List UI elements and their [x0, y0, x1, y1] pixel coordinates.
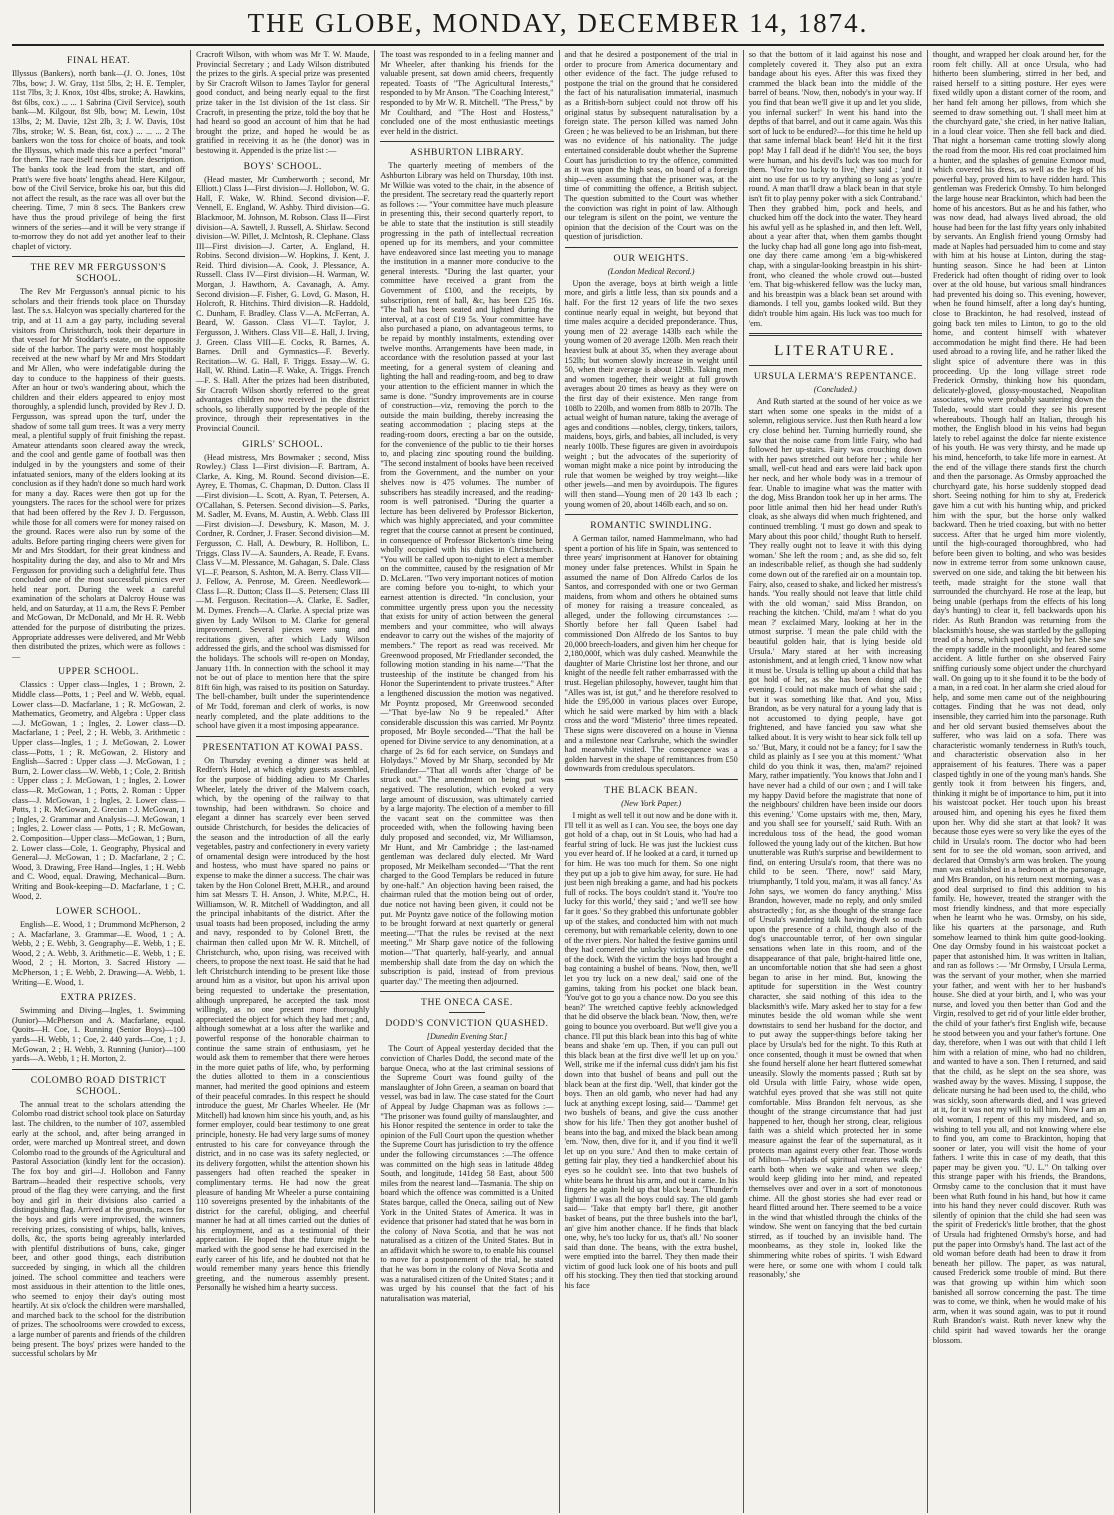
- double-rule: [749, 333, 922, 336]
- ashburton-text: The quarterly meeting of members of the Ashburton Library was held on Thursday, 10th inst. Mr Wilkie was voted to the chair, in the absence of the president. The secretary read the quarterly report as follows :— "Your committee have much pleasure in presenting this, their second quarterly report, to be able to state that the institution is still steadily progressing in the path of intellectual recreation opened up for its members, and your committee have endeavored since last meeting you to manage the institution in a manner more conducive to the general interests. "During the last quarter, your committee have received a grant from the Government of £100, and the receipts, by subscription, rent of hall, &c, has been £25 16s. "The hall has been seated and lighted during the interval, at a cost of £19 5s. Your committee have also purchased a piano, on advantageous terms, to be repaid by monthly instalments, extending over twelve months. Arrangements have been made, in accordance with the resolution passed at your last meeting, for a general system of cleaning and lighting the hall and reading-room, and beg to draw your attention to the efficient manner in which the same is done. "Sundry improvements are in course of construction—viz, removing the porch to the outside the main building, thereby increasing the seating accommodation ; placing steps at the reading-room doors, erecting a bar on the outside, for the convenience of the public to tie their horses to, and placing zinc spouting round the building. "The second instalment of books have been received from the Government, and the number on your shelves now is 475 volumes. The number of subscribers has steadily increased, and the reading-room is well patronised. "During the quarter a lecture has been delivered by Professor Bickerton, which was highly appreciated, and your committee regret that the course cannot at present be continued, in consequence of Professor Bickerton's time being wholly occupied with his duties in Christchurch. "You will be called upon to-night to elect a member on the committee, caused by the resignation of Mr D. McLaren. "Two very important notices of motion are coming before you to-night, to which your earnest attention is directed. "In conclusion, your committee urgently press upon you the necessity that exists for unity of action between the general members and your committee, who will always endeavor to carry out the wishes of the majority of members." The report as read was received. Mr Greenwood proposed, Mr Friedlander seconded, the following motion standing in his name—"That the trusteeship of the institute be changed from his Honor the Superintendent to private trustees." After a lengthened discussion the motion was negatived. Mr Poyntz proposed, Mr Greenwood seconded—"That bye-law No 9 be repealed." After considerable discussion this was carried. Mr Poyntz proposed, Mr Boyle seconded—"That the hall be opened for Divine service to any denomination, at a charge of 2s 6d for each service, on Sundays and Holydays." Moved by Mr Sharp, seconded by Mr Friedlander—"That all words after 'charge of' be struck out." The amendment on being put was negatived. The resolution, which evoked a very large amount of discussion, was ultimately carried by a large majority. The election of a member to fill the vacant seat on the committee was then proceeded with, when the following having been duly proposed and seconded, viz, Mr Williamson, Mr Hunt, and Mr Cambridge ; the last-named gentleman was declared duly elected. Mr Ward proposed, Mr Meikelham seconded—"That the rent charged to the Good Templars be reduced in future by one-half." An objection having been raised, the chairman ruled that the motion being out of order, due notice not having been given, it could not be put. Mr Poyntz gave notice of the following motion to be brought forward at next quarterly or general meeting—"That the rules be revised at the next meeting." Mr Sharp gave notice of the following motion—"That quarterly, half-yearly, and annual membership shall date from the day on which the subscription is paid, instead of from previous quarter day." The meeting then adjourned.: [380, 161, 554, 986]
- masthead-rule: [12, 44, 1104, 46]
- columns: [12, 50, 1106, 1513]
- ursula-continued-text: thought, and wrapped her cloak around her, for the room felt chilly. All at once Ursula, who had hitherto been slumbering, stirred in her bed, and raised herself to a sitting posture. Her eyes were fixed wildly upon a distant corner of the room, and her hand felt among her pillows, from which she seemed to draw something out. 'I shall meet him at the churchyard gate,' she cried, in her native Italian, in a loud clear voice. Then she fell back and died. That night a horseman came trotting slowly along the road from the moor. His red coat proclaimed him a hunter, and the splashes of genuine Exmoor mud, which covered his dress, as well as the legs of his powerful bay, proved him to have ridden hard. This gentleman was Frederick Ormsby. To him belonged the large house near Brackinton, which had been the home of his ancestors. But as he and his father, who was now dead, had always lived abroad, the old house had been for the last fifty years only inhabited by servants. An English friend young Ormsby had made at Naples had persuaded him to come and stay with him at his house at Linton, during the stag-hunting season. Since he had been at Linton Frederick had often thought of riding over to look over at the old house, but various small hindrances had prevented his doing so. This evening, however, when he found himself, after a long day's hunting, close to Brackinton, he had resolved, instead of going back ten miles to Linton, to go to the old home, and content himself with whatever accommodation he might find there. He had been used abroad to a roving life, and he rather liked the slight spice of adventure there was in this proceeding. Up the long village street rode Frederick Ormsby, thinking how his quondam, delicately-gloved, glossy-moustached, Neapolitan associates, who were probably sauntering down the Toledo, would start could they see his present whereabouts. Though half an Italian, through his mother, the English blood in his veins had begun lately to rebel against the dolce far niente existence of his youth. He was very thirsty, and he made up his mind, henceforth, to take life more in earnest. At the end of the village there stands first the church and then the parsonage. As Ormsby approached the churchyard gate, his horse suddenly stopped dead short. Seeing nothing for him to shy at, Frederick gave him a cut with his hunting whip, and pricked him with the spur, but the horse only walked backward. Then he tried coaxing, but with no better success. After that he urged him more violently, until the high-couraged thoroughbred, who had before been given to bolting, and who was besides now in extreme terror from some unknown cause, swerved on one side, and taking the bit between his teeth, made straight for the stone wall that surrounded the churchyard. He rose at the leap, but being unable (perhaps from the effects of his long day's hunting) to clear it, fell backwards upon his rider. As Ruth Brandon was returning from the blacksmith's house, she was startled by the galloping tread of a horse, which sped quickly by her. She saw the empty saddle in the moonlight, and feared some accident. A little further on she observed Fairy sniffing curiously some object under the churchyard wall. On going up to it she found it to be the body of a man, in a red coat. In her alarm she cried aloud for help, and some men came out of the neighbouring cottages. Finding that he was not dead, only insensible, they carried him into the parsonage. Ruth and her old servant busied themselves about the sufferer, who was laid on a sofa. There was characteristic womanly tenderness in Ruth's touch, and characteristic observation also in her appraisement of his features. There was a paper clasped tightly in one of the young man's hands. She gently took it from between his fingers, and, thinking it might be of importance to him, put it into his waistcoat pocket. Her touch upon his breast aroused him, and opening his eyes he fixed them upon her. Why did she start at that look? It was because those eyes were so very like the eyes of the child in Ursula's room. The doctor who had been sent for to see the old woman, soon arrived, and declared that Ormsby's arm was broken. The young man was established in a bedroom at the parsonage, and Mrs Brandon, on his return next morning, was a good deal surprised to find this addition to his family. He, however, treated the stranger with the most friendly kindness, and that more especially when he learnt who he was. Ormsby, on his side, like his quarters at the parsonage, and Ruth somehow learned to think him quite good-looking. One day Ormsby found in his waistcoat pocket a paper that astonished him. It was written in Italian, and ran as follows :— 'Mr Ormsby, I Ursula Lerma, was the servant of your mother, when she married your father, and went with her to her husband's house. She died at your birth, and I, who was your nurse, and loved you then better than God and the Virgin, resolved to get rid of your little elder brother, the child of your father's first English wife, because he stood between you and your father's fortune. One day, therefore, when I was out with that child I left him with a relation of mine, who had no children, and wanted to have a son. Then I returned, and said that the child, as he slept on the sea shore, was washed away by the waves. Missing, I suppose, the delicate nursing he had been used to, the child, who was sickly, soon afterwards died, and I was grieved at it, for it was not my will to kill him. Now I am an old woman, I repent of this my misdeed, and so, wishing to tell you all, and not knowing where else to find you, am come to Brackinton, hoping that sooner or later, you will visit the home of your fathers. I write this in case of my death, that this paper may be given you. "U. L." On talking over this strange paper with his friends, the Brandons, Ormsby came to the conclusion that it must have been what Ruth found in his hand, but how it came into his hand they never could discover. Ruth was silently of opinion that the child she had seen was the spirit of Frederick's little brother, that the ghost of Ursula had frightened Ormsby's horse, and had put the paper into Ormsby's hand. The last act of the old woman before death had been to draw it from beneath her pillow. The paper, as was natural, caused Frederick some trouble of mind. But there was that growing up within him which soon banished all sorrow concerning the past. The time was to come, we think, when he would make of his arm, when it was sound again, was to put it round Ruth Brandon's waist. Ruth never knew why the child spirit had waved towards her the orange blossom.: [932, 50, 1107, 1345]
- fergusson-heading: THE REV MR FERGUSSON'S SCHOOL.: [30, 262, 167, 285]
- extra-prizes-heading: EXTRA PRIZES.: [60, 992, 137, 1004]
- ursula-heading: URSULA LERMA'S REPENTANCE.: [753, 371, 917, 383]
- boys-school-heading: BOYS' SCHOOL.: [243, 160, 322, 172]
- colombo-heading: COLOMBO ROAD DISTRICT SCHOOL.: [30, 1074, 167, 1097]
- dodd-source: [Dunedin Evening Star.]: [426, 1032, 508, 1042]
- fergusson-text: The Rev Mr Fergusson's annual picnic to his scholars and their friends took place on Thursday last. The s.s. Halcyon was specially chartered for the trip, and at 11 a.m a gay party, including several visitors from Christchurch, took their departure in that vessel for Mr Stoddart's estate, on the opposite side of the harbor. The party were most hospitably received at the new wharf by Mr and Mrs Stoddart and Mr Allen, who were indefatigable during the day to conduce to the happiness of their guests. After an hour or two's wandering about, which the children and their elders appeared to enjoy most thoroughly, a splendid lunch, provided by Rev J. D. Fergusson, was spread upon the turf, under the shadow of some tall gum trees. It was a very merry meal, a plentiful supply of fruit finishing the repast. Amateur attendants soon cleared away the wreck, and the cool and gentle game of football was then indulged in by the youngsters and some of their infatuated seniors, many of the elders looking at its conclusion as if they hadn't done so much hard work for many a day. Races were then got up for the youngsters. The races for the school were for prizes that had been offered by the Rev J. D. Fergusson, while those for all comers were for money raised on the ground. Races were also run by some of the adults. Before parting ringing cheers were given for Mr and Mrs Stoddart, for their great kindness and hospitality during the day, and also to Mr and Mrs Fergusson for providing such a delightful fete. Thus concluded one of the most successful picnics ever held near port. During the week a careful examination of the scholars at Dalcroy House was held, and on Saturday, at 11 a.m, the Revs F. Pember and McGowan, Dr McDonald, and Mr H. R. Webb attended for the purpose of distributing the prizes. Appropriate addresses were delivered, and Mr Webb then distributed the prizes, which were as follows :—: [12, 287, 186, 661]
- ashburton-heading: ASHBURTON LIBRARY.: [410, 147, 524, 159]
- ursula-text: And Ruth started at the sound of her voice as we start when some one speaks in the midst of a solemn, religious service. Just then Ruth heard a low cry close behind her. Turning hurriedly round, she saw that the noise came from little Fairy, who had followed her up-stairs. Fairy was crouching down with her paws stretched out before her ; while her small, well-cut head and ears were laid back upon her neck, and her whole body was in a tremour of fear. Unable to imagine what was the matter with the dog, Miss Brandon took her up in her arms. The poor little animal then hid her head under Ruth's cloak, as she always did when much frightened, and continued trembling. 'I must go down and speak to Mary about this poor child,' thought Ruth to herself. 'They really ought not to leave it with this dying woman.' She left the room ; and, as she did so, felt an indescribable relief, as though she had suddenly come down out of the rarefied air on a mountain top. Fairy, also, ceased to shake, and licked her mistress's hands. 'You really should not leave that little child with the old woman,' said Miss Brandon, on reaching the kitchen. 'Child, ma'am ! what do you mean ?' exclaimed Mary, looking at her in the utmost surprise. 'I mean the pale child with the beautiful golden hair, that is lying beside old Ursula.' Mary stared at her with increasing astonishment, and at length cried, 'I know now what it must be. Ursula is telling up about a child that has got hold of her, as she has been doing all the evening. I could not make much of what she said ; but it was something like that. And you, Miss Brandon, as be very natural for a young lady that is not accustomed to dying people, have got frightened, and have fancied you saw what she talked about. It is very wisht to hear sick folk tell up so.' 'But, Mary, it could not be a fancy; for I saw the child as plainly as I see you at this moment.' 'What child do you think it was, then, ma'am?' rejoined Mary, rather impatiently. 'You knows that John and I have never had a child of our own ; and I will take my happy David before the magistrate that none of the neighbours' children have been inside our doors this evening.' 'Come upstairs with me, then, Mary, and you shall see for yourself,' said Ruth. With an incredulous toss of the head, the good woman followed the young lady out of the kitchen. But how unutterable was Ruth's surprise and bewilderment to find, on entering Ursula's room, that there was no child to be seen. 'There, now!' said Mary, triumphantly, 'I told you, ma'am, it was all fancy.' As John says, we women do fancy anything.' Miss Brandon, however, made no reply, and only smiled abstractedly ; for, as she thought of the strange face of Ursula's wandering talk having dwelt so much upon the presence of a child, though also of the dog's unaccountable terror, of her own singular sensations when late in this room, and of the disappearance of that pale, bright-haired little one, an uncomfortable notion that she had seen a ghost began to arise in her mind. But, knowing the aptitude for superstition in the West country character, she said nothing of this idea to the blacksmith's wife. Mary asked her to stay for a few minutes beside the old woman while she went downstairs to send her husband for the doctor, and to put away the supper-things before taking her place by Ursula's bed for the night. To this Ruth at once consented, though it must be owned that when she found herself alone her heart fluttered somewhat uneasily. Slowly the moments passed ; Ruth sat by old Ursula with little Fairy, whose wide open, watchful eyes proved that she was still not quite comfortable. Miss Brandon felt nervous, as she thought of the strange circumstance that had just happened to her, though her strong, clear, religious faith was a shield which protected her in some measure against the fear of the supernatural, as it protects man against every other fear. Those words of Milton—'Myriads of spiritual creatures walk the earth both when we wake and when we sleep,' would keep gliding into her mind, and repeated themselves over and over in a sort of monotonous chime. All the ghost stories she had ever read or heard flitted around her. There seemed to be a voice in the wind that whistled through the chinks of the window. She went on fancying that the bed curtain stirred, as if touched by an invisible hand. The moonbeams, as they stole in, looked like the shimmering white robes of spirits. 'I wish Edward were here, or some one with whom I could talk reasonably,' she: [748, 397, 922, 1280]
- oneca-heading: THE ONECA CASE.: [420, 997, 513, 1009]
- literature-heading: LITERATURE.: [774, 343, 897, 360]
- boys-school-text: (Head master, Mr Cumberworth ; second, Mr Elliott.) Class I—First division—J. Hollobon, W. G. Hall, F. Wake, W. Rhind. Second division—F. Vennell, E. England, W. Ashby. Third division—G. Blackmoor, M. Johnson, M. Robson. Class II—First division—A. Sawtell, J. Russell, A. Shirlaw. Second division—W. Pillet, J. McIntosh, R. Clephane. Class III—First division—J. Carter, A. England, H. Robins. Second division—W. Hopkins, J. Kent, J. Reid. Third division—A. Cook, J. Plessance, A. Russell. Class IV—First division—H. Warman, W. Morgan, J. Hawthorn, A. Cavanagh, A. Amy. Second division—F. Fisher, G. Lovd, G. Mason, H. Holcroft, R. Hitchins. Third division—R. Haddold, C. Dunham, F. Bradley. Class V—A. McFerran, A. Beard, W. Gasson. Class VI—T. Taylor, J. Fergusson, J. Withers. Class VII—E. Hall, J. Irving, J. Green. Class VIII—E. Cocks, R. Barnes, A. Barnes. Drill and Gymnastics—F. Beverly. Recitation—W. G. Hall, F. Triggs. Essay—W. G. Hall, W. Rhind. Latin—F. Wake, A. Triggs. French—F. S. Hall. After the prizes had been distributed, Sir Cracroft Wilson shortly referred to the great advantages children now received in the district schools, so liberally supported by the people of the province, through their representatives in the Provincial Council.: [196, 174, 370, 433]
- divider: [749, 365, 922, 366]
- extra-prizes-text: Swimming and Diving—Ingles, 1. Swimming (Junior)—McPherson and A. Macfarlane, equal. Quoits—H. Coe, 1. Running (Senior Boys)—100 yards—H. Webb, 1 ; Coe, 2. 440 yards—Coe, 1 ; J. McGowan, 2 ; H. Webb, 3. Running (Junior)—100 yards—A. Webb, 1 ; H. Morton, 2.: [12, 1006, 186, 1064]
- kowai-text: On Thursday evening a dinner was held at Redfern's Hotel, at which eighty guests assembled, for the purpose of bidding adieu to Mr Charles Wheeler, lately the driver of the Malvern coach, which, by the opening of the railway to that township, had been withdrawn. So choice and elegant a dinner has scarcely ever been served outside Christchurch, for besides the delicacies of the season and the introduction of all the early vegetables, pastry and confectionery in every variety of ornamental design were introduced by the host and hostess, who must have spared no pains or expense to make the dinner a success. The chair was taken by the Hon Colonel Brett, M.H.R., and around him sat Messrs T. H. Anson, J. White, M.P.C., H. Williamson, W. R. Mitchell of Waddington, and all the principal inhabitants of the district. After the usual toasts had been proposed, including the army and navy, responded to by Colonel Brett, the chairman then called upon Mr W. R. Mitchell, of Christchurch, who, upon rising, was received with cheers, to propose the next toast. He said that he had left Christchurch intending to be present like those around him as a visitor, but upon his arrival upon being requested to undertake the presentation, although unprepared, he accepted the task most willingly, as no one present more thoroughly appreciated the object for which they had met ; and, although somewhat at a loss after the warlike and powerful response of the honorable chairman to continue the same strain of enthusiasm, yet he would ask them to remember that there were heroes in the more quiet paths of life, who, by performing the duties allotted to them in a conscientious manner, had merited the good opinions and esteem of their peaceful comrades. In this respect he should introduce the guest, Mr Charles Wheeler. He (Mr Mitchell) had known him since his youth, and, as his former employer, could bear testimony to one great principle, honesty. He had very large sums of money entrusted to his care for conveyance through the district, and in no case was its safety neglected, or its delivery forgotten, whilst the attention shown his passengers had often reached the speaker in complimentary terms. He had now the great pleasure of handing Mr Wheeler a purse containing 110 sovereigns presented by the inhabitants of the district for the careful, obliging, and cheerful manner he had at all times carried out the duties of his employment, and as a testimonial of their appreciation. He hoped that the future might be marked with the good sense he had exercised in the early career of his life, and he doubted not that he would remember many years hence this friendly greeting, and the numerous assembly present. Personally he wished him a hearty success.: [196, 755, 370, 1293]
- lower-school-heading: LOWER SCHOOL.: [56, 906, 142, 918]
- final-heat-heading: FINAL HEAT.: [67, 55, 131, 66]
- swindling-text: A German tailor, named Hammelmann, who had spent a portion of his life in Spain, was sentenced to three years' imprisonment at Hanover for obtaining money under false pretences. Whilst in Spain he assumed the name of Don Alfredo Carlos de los Santos, and corresponded with one or two German maidens, from whom and others he obtained sums of money for raising a treasure concealed, as alleged, under the following circumstances :—Shortly before her fall Queen Isabel had commissioned Don Alfredo de los Santos to buy 20,000 breech-loaders, and given him her cheque for 2,180,000f, which was duly cashed. Meanwhile the daughter of Marie Christine lost her throne, and our knight of the needle felt rather embarrassed with the trust. Hegelian philosophy, however, taught him that "Alles was ist, ist gut," and he therefore resolved to hide the £95,000 in various places over Europe, which he said were marked by him with a black cross and the word "Misterio" three times repeated. These signs were discovered on a house in Vienna and a milestone near Carlsruhe, which the swindler had meanwhile visited. The consequence was a golden harvest in the shape of remittances from £50 downwards from credulous speculators.: [564, 534, 738, 774]
- black-bean-continued-text: so that the bottom of it laid against his nose and completely covered it. They also put an extra bandage about his eyes. After this was fixed they crammed the black bean into the middle of the barrel of beans. 'Now, then, nobody's in your way. If you find that bean we'll give it up and let you slide, you infernal sucker!' In went his hand into the depths of that barrel, and out it came again. Was this sort of luck to be endured?—for this time he held up that same infernal black bean! He'd hit it the first pop! May I fall dead if he didn't! You see, the boys were human, and his devil's luck was too much for them. 'You're too lucky to live,' they said ; 'and it aint no use for us to try anything so long as you're round. A man that'll draw a black bean in that style isn't fit to play penny poker with a sick Contraband.' Then they grabbed him, pock and heels, and chucked him off the dock into the water. They heard his awful yell as he splashed in, and then left. Well, about a year after that, when them gambs thought the lucky chap had all gone long ago into fish-meat, one day there came among 'em a big-whiskered chap, with a singular-looking breastpin in his shirt-front, who cleaned the whole crowd out—busted 'em. That big-whiskered fellow was the lucky man, and his breastpin was a black bean set around with diamonds. I tell you, gambs looked wild. But they didn't trouble him again. His luck was too much for 'em.: [748, 50, 922, 328]
- girls-school-text: (Head mistress, Mrs Bowmaker ; second, Miss Rowley.) Class I—First division—F. Bartram, A. Clarke, A. King, M. Round. Second division—E. Ayrey, E. Thomas, C. Chapman, D. Dutton. Class II—First division—L. Scott, A. Ryan, T. Petersen, A. O'Callahan, S. Petersen. Second division—S. Parks, M. Sadler, M. Evans, M. Austin, A. Webb. Class III—First division—J. Dewsbury, K. Mason, M. J. Cordner, R. Cordner, J. Fraser. Second division—M. Fergusson, C. Hall, A. Dewbury, R. Hollibon, L. Triggs. Class IV—A. Saunders, A. Reade, F. Evans. Class V—M. Plessance, M. Gahagan, S. Dale. Class VI—F. Pearson, S. Ashton, M. A. Berry. Class VII—J. Fellow, A. Penrose, M. Green. Needlework—Class I—R. Dutton; Class II—S. Petersen; Class III—M. Ferguson. Recitation—A. Clarke, E. Sadler, M. Dymes. French—A. Clarke. A special prize was given by Lady Wilson to M. Clarke for general improvement. Several pieces were sung and recitations given, after which Lady Wilson addressed the girls, and the school was dismissed for the holidays. The schools will re-open on Monday, January 11th. In connection with the school it may not be out of place to mention here that the spire 81ft 6in high, was raised to its position on Saturday. The bell-chamber, built under the superintendence of Mr Todd, foreman and clerk of works, is now nearly completed, and the plate additions to the school have given it a most imposing appearance.: [196, 452, 370, 731]
- ursula-subtitle: (Concluded.): [813, 385, 857, 395]
- kowai-heading: PRESENTATION AT KOWAI PASS.: [202, 741, 363, 753]
- masthead: THE GLOBE, MONDAY, DECEMBER 14, 1874.: [247, 8, 869, 38]
- divider: [565, 514, 738, 515]
- short-rule: [449, 1012, 485, 1013]
- divider: [565, 247, 738, 248]
- weights-text: Upon the average, boys at birth weigh a little more, and girls a little less, than six pounds and a half. For the first 12 years of life the two sexes continue nearly equal in weight, but beyond that time males acquire a decided preponderance. Thus, young men of 22 average 143lb each while the young women of 20 average 120lb. Men reach their heaviest bulk at about 35, when they average about 152lb; but women slowly increase in weight until 50, when their average is about 129lb. Taking men and women together, their weight at full growth averages about 20 times as heavy as they were on the first day of their existence. Men range from 108lb to 220lb, and women from 88lb to 207lb. The actual weight of human nature, taking the average of ages and conditions —nobles, clergy, tinkers, tailors, maidens, boys, girls, and babies, all included, is very nearly 100lb. These figures are given in avoirdupois weight ; but the advocates of the superiority of woman might make a nice point by introducing the rule that women be weighed by troy weight—like other jewels—and men by avoirdupois. The figures will then stand—Young men of 20 143 lb each ; young women of 20, about 146lb each, and so on.: [564, 278, 738, 509]
- divider: [12, 1069, 185, 1070]
- divider: [380, 991, 553, 992]
- column-2: [190, 50, 374, 1513]
- column-6: [927, 50, 1106, 1513]
- kowai-continued-text: The toast was responded to in a feeling manner and Mr Wheeler, after thanking his friends for the valuable present, sat down amid cheers, frequently repeated. Toasts of "The Agricultural Interests," responded to by Mr Anson. "The Coaching Interest," responded to by Mr W. R. Mitchell. "The Press," by Mr Coulthard, and "The Host and Hostess," concluded one of the most enthusiastic meetings ever held in the district.: [380, 50, 554, 136]
- dodd-heading: DODD'S CONVICTION QUASHED.: [385, 1018, 549, 1030]
- divider: [380, 141, 553, 142]
- column-4: [559, 50, 743, 1513]
- black-bean-source: (New York Paper.): [621, 798, 682, 808]
- divider: [565, 779, 738, 780]
- divider: [196, 736, 369, 737]
- column-5: [743, 50, 927, 1513]
- final-heat-text: Illyssus (Bankers), north bank—(J. O. Jones, 10st 7lbs, bow; J. W. Gray, 11st 5lbs, 2; H. E. Templer, 11st 7lbs, 3; J. Knox, 10st 4lbs, stroke; A. Hawkins, 8st 6lbs, cox.) ... ... 1 Sabrina (Civil Service), south bank—M. Kilgour, 8st 9lb, bow; M. Lewin, 10st 13lbs, 2; M. Davie, 12st 2lb, 3; J. W. Davis, 10st 7lbs, stroke; W. S. Bean, 6st, cox.) ... ... ... 2 The bankers won the toss for choice of boats, and took the Illyssus, which made this race a perfect "moral" for them. The race itself needs but little description. The banks took the lead from the start, and off Pratt's were five boats' lengths ahead. Here Kilgour, bow of the Civil Service, broke his oar, but this did not affect the result, as the race was all over but the cheering. Time, 7 min 8 secs. The Bankers crew have thus the proud privilege of being the first winners of the series—and it will be very strange if to-morrow they do not add yet another leaf to their chaplet of victory.: [12, 69, 186, 251]
- swindling-heading: ROMANTIC SWINDLING.: [590, 520, 712, 532]
- divider: [12, 256, 185, 257]
- upper-school-heading: UPPER SCHOOL.: [58, 666, 139, 678]
- upper-school-text: Classics : Upper class—Ingles, 1 ; Brown, 2. Middle class—Potts, 1 ; Peel and W. Webb, equal. Lower class—D. Macfarlane, 1 ; R. McGowan, 2. Mathematics, Geometry, and Algebra : Upper class—J. McGowan, 1 ; Ingles, 2. Lower class—D. Macfarlane, 1 ; Peel, 2 ; H. Webb, 3. Arithmetic : Upper class—Ingles, 1 ; J. McGowan, 2. Lower class—Potts, 1 ; R. McGowan, 2. History and English—Sacred : Upper class —J. McGowan, 1 ; Burn, 2. Lower class—W. Webb, 1 ; Cole, 2. British : Upper class ; J. McGowan, 1 ; Ingles, 2. Lower class—R. McGowan, 1 ; Potts, 2. Roman : Upper class—J. McGowan, 1 ; Ingles, 2. Lower class—Potts, 1 ; R. McGowan, 2. Grecian : J. McGowan, 1 ; Ingles, 2. Grammar and Analysis—J. McGowan, 1 ; Ingles, 2. Lower class — Potts, 1 ; R. McGowan, 2. Composition—Upper class—McGowan, 1 ; Burn, 2. Lower class—Cole, 1. Geography, Physical and General—J. McGowan, 1 ; D. Macfarlane, 2 ; C. Wood, 3. Drawing, Free Hand—Ingles, 1 ; H. Webb and C. Wood, equal. Drawing, Mechanical—Burn. Writing and Book-keeping—D. Macfarlane, 1 ; C. Wood, 2.: [12, 680, 186, 901]
- weights-source: (London Medical Record.): [607, 266, 695, 276]
- lower-school-text: English—E. Wood, 1 ; Drummond McPherson, 2 ; A. Macfarlane, 3. Grammar—E. Wood, 1 ; A. Webb, 2 ; E. Webb, 3. Geography—E. Webb, 1 ; E. Wood, 2 ; A. Webb, 3. Arithmetic—E. Webb, 1 ; E. Wood, 2 ; H. Morton, 3. Sacred History — McPherson, 1 ; E. Webb, 2. Drawing—A. Webb, 1. Writing—E. Wood, 1.: [12, 920, 186, 987]
- dodd-text: The Court of Appeal yesterday decided that the conviction of Charles Dodd, the second mate of the barque Oneca, who at the last criminal sessions of the Supreme Court was found guilty of the manslaughter of John Green, a seaman on board that vessel, was bad in law. The case stated for the Court of Appeal by Judge Chapman was as follows :— "The prisoner was found guilty of manslaughter, and his Honor respited the sentence in order to take the opinion of the Full Court upon the question whether the Supreme Court has jurisdiction to try the offence under the following circumstances :—The offence was committed on the high seas in latitude 48deg South, and longitude, 141deg 58 East, about 500 miles from the nearest land—Tasmania. The ship on board which the offence was committed is a United States barque, called the Oneca, sailing out of New York in the United States of America. It was in evidence that prisoner had stated that he was born in the colony of Nova Scotia, and that he was not naturalised as a citizen of the United States. But in an affidavit which he swore to, to enable his counsel to move for a postponement of the trial, he stated that he was born in the colony of Nova Scotia and was a naturalised citizen of the United States ; and it was urged by his counsel that the fact of his naturalisation was material,: [380, 1044, 554, 1303]
- dodd-continued-text: and that he desired a postponement of the trial in order to procure from America documentary and other evidence of the fact. The judge refused to postpone the trial on the ground that he considered the fact of his naturalisation immaterial, inasmuch as a British-born subject could not throw off his original status by subsequent naturalisation by a foreign state. The person killed was named John Green ; he was believed to be an Irishman, but there was no evidence of his nationality. The judge entertained considerable doubt whether the Supreme Court has jurisdiction to try the offence, committed as it was upon the high seas, on board of a foreign ship—even assuming that the prisoner was, at the time of committing the offence, a British subject. The question submitted to the Court was whether the conviction was right in point of law. Although our telegram is silent on the point, we venture the opinion that the decision of the Court was on the question of jurisdiction.: [564, 50, 738, 242]
- colombo-continued-text: Cracroft Wilson, with whom was Mr T. W. Maude, Provincial Secretary ; and Lady Wilson distributed the prizes to the girls. A special prize was presented by Sir Cracroft Wilson to James Taylor for general good conduct, and being nearly equal to the first prize taker in the 1st division of the 1st class. Sir Cracroft, in presenting the prize, told the boy that he had heard so good an account of him that he had brought the prize, and hoped he would be as gratified in receiving it as he (the donor) was in bestowing it. Appended is the prize list :—: [196, 50, 370, 155]
- black-bean-heading: THE BLACK BEAN.: [604, 784, 698, 796]
- black-bean-text: I might as well tell it out now and be done with it. I'll tell it as well as I can. You see, the boys one day got hold of a chap, out in St Louis, who had had a fearful string of luck. He was just the luckiest cuss you ever heard of. If he looked at a card, it turned up for him. He was too much for them. So one night they put up a job to give him away, for sure. He had just been nigh breaking a game, and had his pockets full of rocks. The boys couldn't stand it. 'You're too lucky for this world,' they said ; 'and we'll see how far it goes.' So they grabbed this unfortunate gobbler up of the stakes, and conducted him with not much ceremony, but with remarkable celerity, down to one of the river piers. Nor halted the festive gamins until they had cornered the unlucky victim upon the end of the dock. With the victim the boys had brought a bag containing a bushel of beans. 'Now, then, we'll let you try luck on a new deal,' said one of the gamins, taking from his pocket one black bean. 'You've got to go you a chance now. Do you see this bean?' The wretched captive feebly acknowledged that he did observe the black bean. 'Now, then, we're going to bounce you overboard. But we'll give you a chance. I'll put this black bean into this bag of white beans and shake 'em up. Then, if you can pull out this black bean at the first dive we'll let up on you.' Well, strike me if the infernal cuss didn't jam his fist down into that bushel of beans and pull out the black bean at the first dip. 'Well, that kinder got the boys. Then an old gamb, who never had had any luck at anything except losing, said— 'Damme! get two bushels of beans, and give the cuss another show for his life.' Then they got another bushel of beans into the bag, and mixed the black bean among 'em. 'Now, then, dive for it, and if you find it we'll let up on you sure.' And then to make certain of getting fair play, they tied a handkerchief about his eyes so he couldn't see. Into that two bushels of white beans he thrust his arm, and out it came. In his fingers he again held up that black bean. 'Thunder'n lightnin' I was all the boys could say. The old gamb said— 'Take that empty bar'l there, git another basket of beans, put the three bushels into the bar'l, an' give him another chance. If he finds that black one, why, he's too lucky for us, that's all.' No sooner said than done. The beans, with the extra bushel, were emptied into the barrel. They then made their victim of good luck look one of his boots and pull off his stocking. They then tied that stocking around his face: [564, 810, 738, 1291]
- colombo-text: The annual treat to the scholars attending the Colombo road district school took place on Saturday last. The children, to the number of 107, assembled early at the school, and, after being arranged in order, were marched up Montreal street, and down Colombo road to the grounds of the Agricultural and Pastoral Association (kindly lent for the occasion). The fox boy and girl—J. Hollobon and Fanny Bartram—headed their respective schools, very proud of the flag they were carrying, and the first boy and girl in their divisions also carried a distinguishing flag. Arrived at the grounds, races for the boys and girls were improvised, the winners receiving prizes, consisting of whips, balls, knives, dolls, &c, the sports being agreeably interlarded with plentiful distributions of buns, cake, ginger beer, and other good things, each distribution succeeded by singing, in which all the children joined. The school committee and teachers were most assiduous in their attention to the little ones, who seemed to enjoy their day's outing most heartily. At six o'clock the children were marshalled, and marched back to the school for the distribution of prizes. The schoolrooms were crowded to excess, a large number of parents and friends of the children being present. The boys' prizes were handed to the successful scholars by Mr: [12, 1099, 186, 1359]
- girls-school-heading: GIRLS' SCHOOL.: [242, 438, 324, 450]
- column-1: [12, 50, 190, 1513]
- column-3: [374, 50, 558, 1513]
- weights-heading: OUR WEIGHTS.: [613, 252, 689, 264]
